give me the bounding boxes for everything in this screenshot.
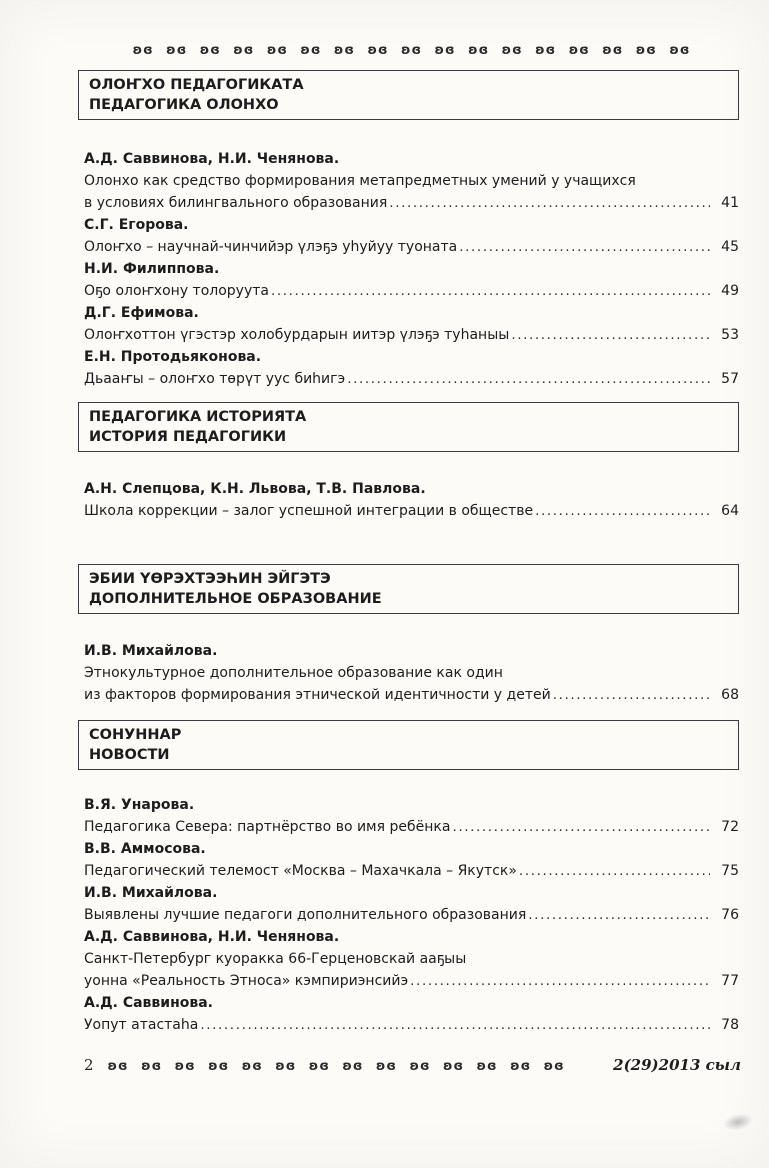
- issue-label: 2(29)2013 сыл: [613, 1056, 741, 1074]
- section-box-news: [78, 720, 739, 770]
- entry-page-number: 72: [721, 819, 739, 835]
- entry-author: А.Д. Саввинова, Н.И. Ченянова.: [84, 929, 340, 945]
- toc-entry: [84, 882, 739, 926]
- ornament-top-border: ʚɞ ʚɞ ʚɞ ʚɞ ʚɞ ʚɞ ʚɞ ʚɞ ʚɞ ʚɞ ʚɞ ʚɞ ʚɞ ʚɞ ʚɞ ʚɞ ʚɞ: [132, 43, 691, 58]
- section-box-history-pedagogy: [78, 402, 739, 452]
- entry-author: Е.Н. Протодьяконова.: [84, 349, 262, 365]
- toc-entry: [84, 258, 739, 302]
- entry-author: И.В. Михайлова.: [84, 643, 218, 659]
- entry-title: Педагогика Севера: партнёрство во имя ребёнка: [84, 819, 451, 835]
- entry-title: Выявлены лучшие педагоги дополнительного образования: [84, 907, 527, 923]
- entry-title-line: Олонхо как средство формирования метапредметных умений у учащихся: [84, 173, 636, 189]
- entry-author: А.Н. Слепцова, К.Н. Львова, Т.В. Павлова.: [84, 481, 426, 497]
- entry-page-number: 45: [721, 239, 739, 255]
- entry-title-row: [84, 904, 739, 926]
- dot-leader: [528, 904, 710, 926]
- entry-title: Олоҥхоттон үгэстэр холобурдарын иитэр үлэҕэ туһаныы: [84, 327, 510, 343]
- entry-title-row: [84, 324, 739, 346]
- section-title-russian: НОВОСТИ: [89, 747, 170, 763]
- entry-title: Оҕо олоҥхону толоруута: [84, 283, 269, 299]
- entry-title-row: [84, 500, 739, 522]
- scan-smudge-artifact: [722, 1111, 755, 1133]
- entry-title: в условиях билингвального образования: [84, 195, 388, 211]
- entry-page-number: 75: [721, 863, 739, 879]
- entry-page-number: 41: [721, 195, 739, 211]
- entries-olonkho-pedagogy: [84, 148, 739, 390]
- entry-title: Олоҥхо – научнай-чинчийэр үлэҕэ уһуйуу туоната: [84, 239, 458, 255]
- section-title-native: ОЛОҤХО ПЕДАГОГИКАТА: [89, 77, 304, 93]
- entry-author: В.Я. Унарова.: [84, 797, 195, 813]
- entry-author: Д.Г. Ефимова.: [84, 305, 199, 321]
- entry-title-row: [84, 1014, 739, 1036]
- entry-title-row: [84, 816, 739, 838]
- page-footer: [84, 1056, 741, 1074]
- dot-leader: [553, 684, 710, 706]
- dot-leader: [347, 368, 710, 390]
- entries-history-pedagogy: [84, 478, 739, 522]
- toc-entry: [84, 838, 739, 882]
- toc-entry: [84, 302, 739, 346]
- entries-news: [84, 794, 739, 1036]
- toc-entry: [84, 478, 739, 522]
- entry-title: Школа коррекции – залог успешной интеграции в обществе: [84, 503, 534, 519]
- entry-title-line: Этнокультурное дополнительное образование как один: [84, 665, 503, 681]
- section-title-native: ЭБИИ ҮӨРЭХТЭЭҺИН ЭЙГЭТЭ: [89, 571, 331, 587]
- entry-page-number: 64: [721, 503, 739, 519]
- entry-page-number: 76: [721, 907, 739, 923]
- entry-title: Педагогический телемост «Москва – Махачкала – Якутск»: [84, 863, 517, 879]
- toc-entry: [84, 214, 739, 258]
- dot-leader: [511, 324, 710, 346]
- entry-page-number: 49: [721, 283, 739, 299]
- toc-entry: [84, 926, 739, 992]
- entry-page-number: 68: [721, 687, 739, 703]
- entry-page-number: 57: [721, 371, 739, 387]
- entry-title-row: [84, 368, 739, 390]
- section-title-russian: ИСТОРИЯ ПЕДАГОГИКИ: [89, 429, 287, 445]
- entry-title: Дьааҥы – олоҥхо төрүт уус биһигэ: [84, 371, 346, 387]
- entry-title-row: [84, 192, 739, 214]
- section-box-olonkho-pedagogy: [78, 70, 739, 120]
- toc-entry: [84, 640, 739, 706]
- section-title-russian: ДОПОЛНИТЕЛЬНОЕ ОБРАЗОВАНИЕ: [89, 591, 382, 607]
- dot-leader: [519, 860, 710, 882]
- dot-leader: [410, 970, 710, 992]
- toc-entry: [84, 992, 739, 1036]
- entry-author: В.В. Аммосова.: [84, 841, 206, 857]
- dot-leader: [271, 280, 710, 302]
- entry-title-row: [84, 280, 739, 302]
- section-title-native: СОНУННАР: [89, 727, 182, 743]
- entry-page-number: 77: [721, 973, 739, 989]
- toc-entry: [84, 148, 739, 214]
- entry-title: из факторов формирования этнической идентичности у детей: [84, 687, 551, 703]
- entry-title-line: Санкт-Петербург куоракка 66-Герценовскай ааҕыы: [84, 951, 467, 967]
- entries-additional-education: [84, 640, 739, 706]
- entry-page-number: 53: [721, 327, 739, 343]
- section-title-russian: ПЕДАГОГИКА ОЛОНХО: [89, 97, 279, 113]
- entry-author: Н.И. Филиппова.: [84, 261, 220, 277]
- entry-title-row: [84, 684, 739, 706]
- entry-title: Уопут атастаһа: [84, 1017, 199, 1033]
- toc-entry: [84, 346, 739, 390]
- entry-title-row: [84, 970, 739, 992]
- page-number: 2: [84, 1056, 94, 1074]
- dot-leader: [452, 816, 710, 838]
- entry-page-number: 78: [721, 1017, 739, 1033]
- dot-leader: [535, 500, 710, 522]
- entry-author: С.Г. Егорова.: [84, 217, 189, 233]
- dot-leader: [459, 236, 710, 258]
- section-title-native: ПЕДАГОГИКА ИСТОРИЯТА: [89, 409, 307, 425]
- entry-title: уонна «Реальность Этноса» кэмпириэнсийэ: [84, 973, 409, 989]
- dot-leader: [200, 1014, 710, 1036]
- entry-author: А.Д. Саввинова.: [84, 995, 213, 1011]
- entry-title-row: [84, 236, 739, 258]
- entry-title-row: [84, 860, 739, 882]
- dot-leader: [389, 192, 710, 214]
- entry-author: И.В. Михайлова.: [84, 885, 218, 901]
- toc-entry: [84, 794, 739, 838]
- entry-author: А.Д. Саввинова, Н.И. Ченянова.: [84, 151, 340, 167]
- ornament-footer-border: ʚɞ ʚɞ ʚɞ ʚɞ ʚɞ ʚɞ ʚɞ ʚɞ ʚɞ ʚɞ ʚɞ ʚɞ ʚɞ ʚɞ: [107, 1059, 565, 1074]
- section-box-additional-education: [78, 564, 739, 614]
